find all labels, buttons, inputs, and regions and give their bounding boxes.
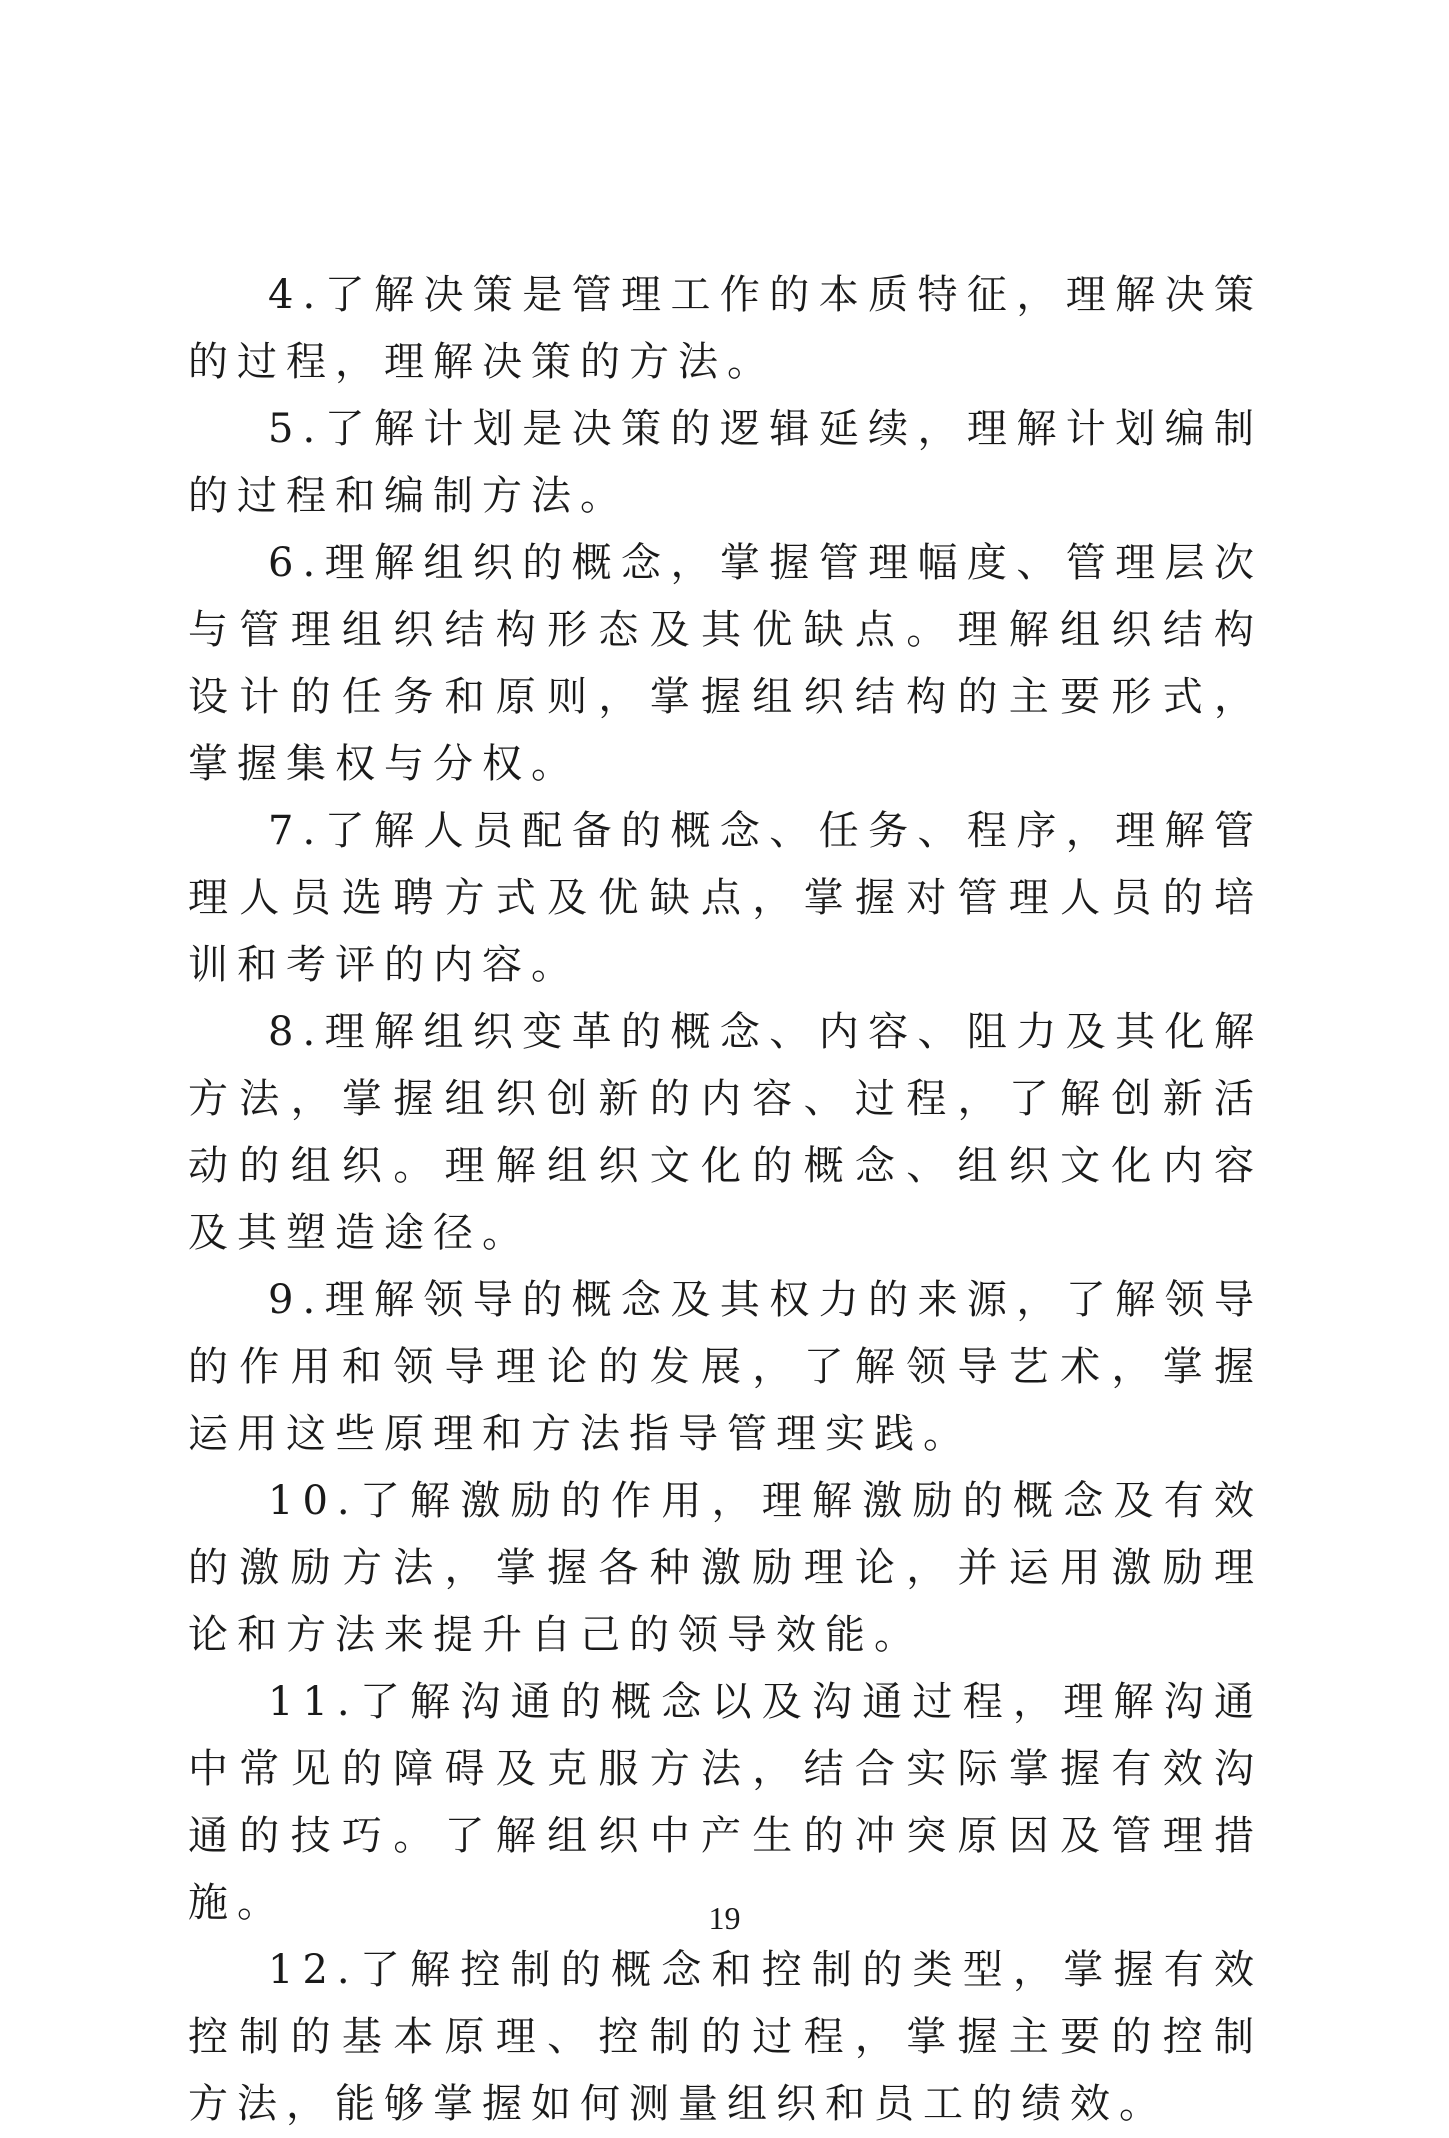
paragraph-item-12: 12.了解控制的概念和控制的类型，掌握有效控制的基本原理、控制的过程，掌握主要的控制方法，能够掌握如何测量组织和员工的绩效。 bbox=[188, 1947, 1263, 2127]
paragraph-item-5: 5.了解计划是决策的逻辑延续，理解计划编制的过程和编制方法。 bbox=[188, 406, 1263, 519]
paragraph-item-11: 11.了解沟通的概念以及沟通过程，理解沟通中常见的障碍及克服方法，结合实际掌握有效沟通的技巧。了解组织中产生的冲突原因及管理措施。 bbox=[188, 1679, 1263, 1926]
page-number: 19 bbox=[708, 1900, 741, 1936]
paragraph-item-8: 8.理解组织变革的概念、内容、阻力及其化解方法，掌握组织创新的内容、过程，了解创新活动的组织。理解组织文化的概念、组织文化内容及其塑造途径。 bbox=[188, 1009, 1263, 1256]
paragraph-item-4: 4.了解决策是管理工作的本质特征，理解决策的过程，理解决策的方法。 bbox=[188, 272, 1263, 385]
paragraph-item-10: 10.了解激励的作用，理解激励的概念及有效的激励方法，掌握各种激励理论，并运用激励理论和方法来提升自己的领导效能。 bbox=[188, 1478, 1263, 1658]
paragraph-item-6: 6.理解组织的概念，掌握管理幅度、管理层次与管理组织结构形态及其优缺点。理解组织结构设计的任务和原则，掌握组织结构的主要形式，掌握集权与分权。 bbox=[188, 540, 1263, 787]
paragraph-item-9: 9.理解领导的概念及其权力的来源，了解领导的作用和领导理论的发展，了解领导艺术，掌握运用这些原理和方法指导管理实践。 bbox=[188, 1277, 1263, 1457]
paragraph-item-7: 7.了解人员配备的概念、任务、程序，理解管理人员选聘方式及优缺点，掌握对管理人员的培训和考评的内容。 bbox=[188, 808, 1263, 988]
body-text bbox=[188, 262, 1263, 2138]
